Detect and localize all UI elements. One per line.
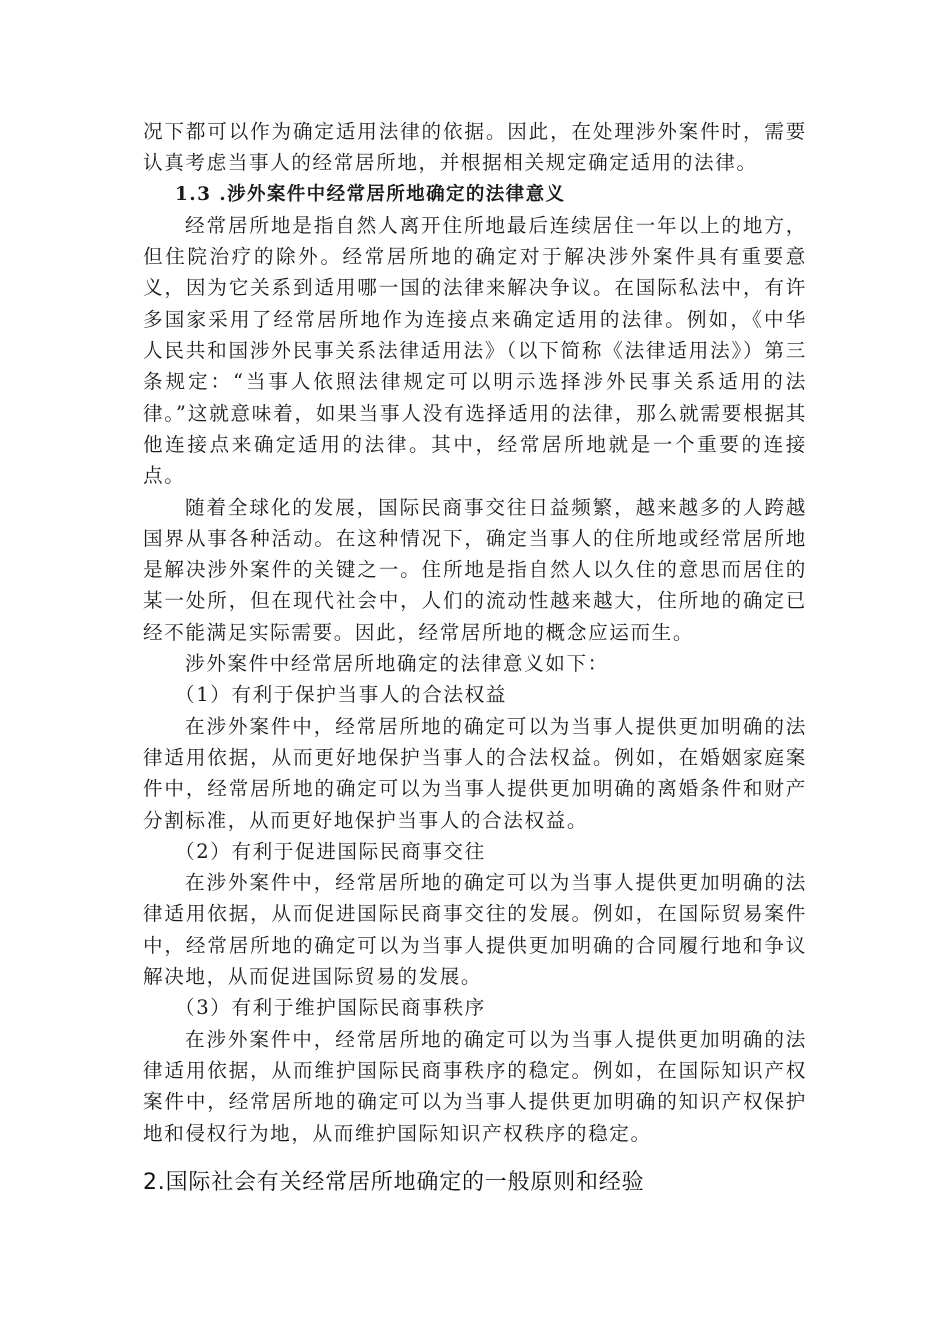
point-3-title: （3）有利于维护国际民商事秩序 — [175, 996, 486, 1020]
chapter-2-heading: 2.国际社会有关经常居所地确定的一般原则和经验 — [143, 1170, 645, 1195]
point-2-body: 在涉外案件中，经常居所地的确定可以为当事人提供更加明确的法律适用依据，从而促进国际民商事交往的发展。例如，在国际贸易案件中，经常居所地的确定可以为当事人提供更加明确的合同履行地和争议解决地，从而促进国际贸易的发展。 — [143, 871, 807, 989]
document-body — [143, 116, 807, 1149]
document-page — [143, 116, 807, 1149]
point-3-body: 在涉外案件中，经常居所地的确定可以为当事人提供更加明确的法律适用依据，从而维护国际民商事秩序的稳定。例如，在国际知识产权案件中，经常居所地的确定可以为当事人提供更加明确的知识产权保护地和侵权行为地，从而维护国际知识产权秩序的稳定。 — [143, 1027, 807, 1145]
paragraph-legal-significance-intro: 涉外案件中经常居所地确定的法律意义如下： — [185, 652, 609, 676]
section-heading-1-3: 1.3 .涉外案件中经常居所地确定的法律意义 — [175, 183, 566, 205]
paragraph-definition: 经常居所地是指自然人离开住所地最后连续居住一年以上的地方，但住院治疗的除外。经常居所地的确定对于解决涉外案件具有重要意义，因为它关系到适用哪一国的法律来解决争议。在国际私法中，有许多国家采用了经常居所地作为连接点来确定适用的法律。例如，《中华人民共和国涉外民事关系法律适用法》（以下简称《法律适用法》）第三条规定：“当事人依照法律规定可以明示选择涉外民事关系适用的法律。”这就意味着，如果当事人没有选择适用的法律，那么就需要根据其他连接点来确定适用的法律。其中，经常居所地就是一个重要的连接点。 — [143, 213, 807, 488]
continuation-paragraph: 况下都可以作为确定适用法律的依据。因此，在处理涉外案件时，需要认真考虑当事人的经常居所地，并根据相关规定确定适用的法律。 — [143, 120, 807, 175]
point-2-title: （2）有利于促进国际民商事交往 — [175, 839, 486, 863]
point-1-body: 在涉外案件中，经常居所地的确定可以为当事人提供更加明确的法律适用依据，从而更好地保护当事人的合法权益。例如，在婚姻家庭案件中，经常居所地的确定可以为当事人提供更加明确的离婚条件和财产分割标准，从而更好地保护当事人的合法权益。 — [143, 714, 807, 832]
paragraph-globalization: 随着全球化的发展，国际民商事交往日益频繁，越来越多的人跨越国界从事各种活动。在这种情况下，确定当事人的住所地或经常居所地是解决涉外案件的关键之一。住所地是指自然人以久住的意思而居住的某一处所，但在现代社会中，人们的流动性越来越大，住所地的确定已经不能满足实际需要。因此，经常居所地的概念应运而生。 — [143, 495, 807, 644]
point-1-title: （1）有利于保护当事人的合法权益 — [175, 683, 507, 707]
